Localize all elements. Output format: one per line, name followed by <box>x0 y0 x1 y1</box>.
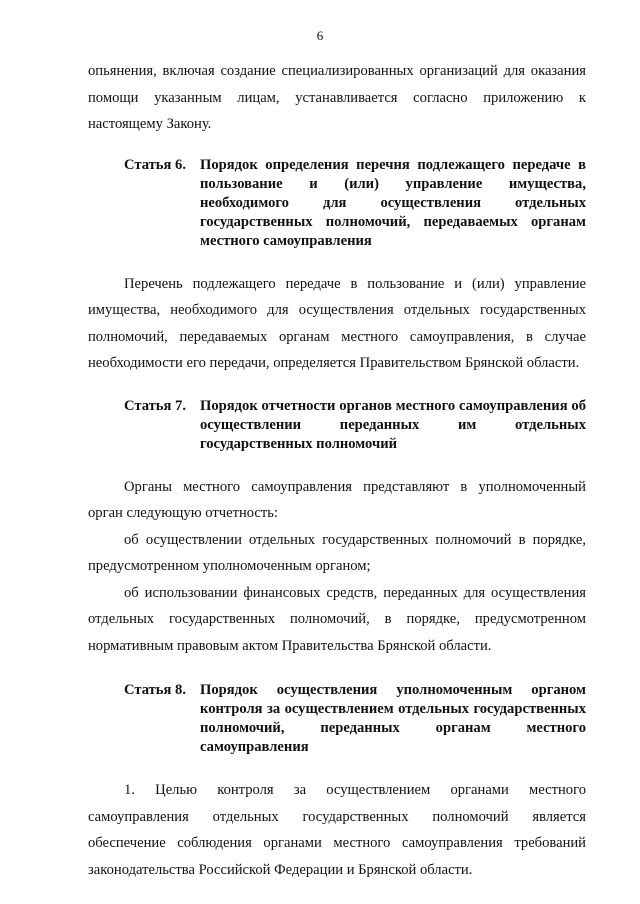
article-6-label: Статья 6. <box>124 156 186 173</box>
article-8-label: Статья 8. <box>124 682 186 698</box>
document-body <box>88 58 586 883</box>
article-6-title: Порядок определения перечня подлежащего передаче в пользование и (или) управление имущества, необходимого для осуществления отдельных государственных полномочий, передаваемых органам местного самоуправления <box>200 156 586 249</box>
article-7-label: Статья 7. <box>124 397 186 414</box>
article-7-title: Порядок отчетности органов местного самоуправления об осуществлении переданных им отдельных государственных полномочий <box>200 397 586 452</box>
article-7-paragraph-3: об использовании финансовых средств, переданных для осуществления отдельных государственных полномочий, в порядке, предусмотренном нормативным правовым актом Правительства Брянской области. <box>88 584 586 654</box>
article-7-paragraph-2: об осуществлении отдельных государственных полномочий в порядке, предусмотренном уполномоченным органом; <box>88 531 586 574</box>
article-8-heading <box>124 681 586 757</box>
article-6-heading <box>124 156 586 251</box>
article-6-paragraph-1: Перечень подлежащего передаче в пользование и (или) управление имущества, необходимого для осуществления отдельных государственных полномочий, передаваемых органам местного самоуправления, в случае необходимости его передачи, определяется Правительством Брянской области. <box>88 275 586 371</box>
article-7-heading <box>124 397 586 454</box>
article-7-paragraph-1: Органы местного самоуправления представляют в уполномоченный орган следующую отчетность: <box>88 478 586 521</box>
intro-paragraph: опьянения, включая создание специализированных организаций для оказания помощи указанным лицам, устанавливается согласно приложению к настоящему Закону. <box>88 63 586 132</box>
article-8-paragraph-1: 1. Целью контроля за осуществлением органами местного самоуправления отдельных государственных полномочий является обеспечение соблюдения органами местного самоуправления требований законодательства Российской Федерации и Брянской области. <box>88 782 586 878</box>
page-number: 6 <box>316 28 324 43</box>
article-8-title: Порядок осуществления уполномоченным органом контроля за осуществлением отдельных государственных полномочий, переданных органам местного самоуправления <box>200 682 586 755</box>
